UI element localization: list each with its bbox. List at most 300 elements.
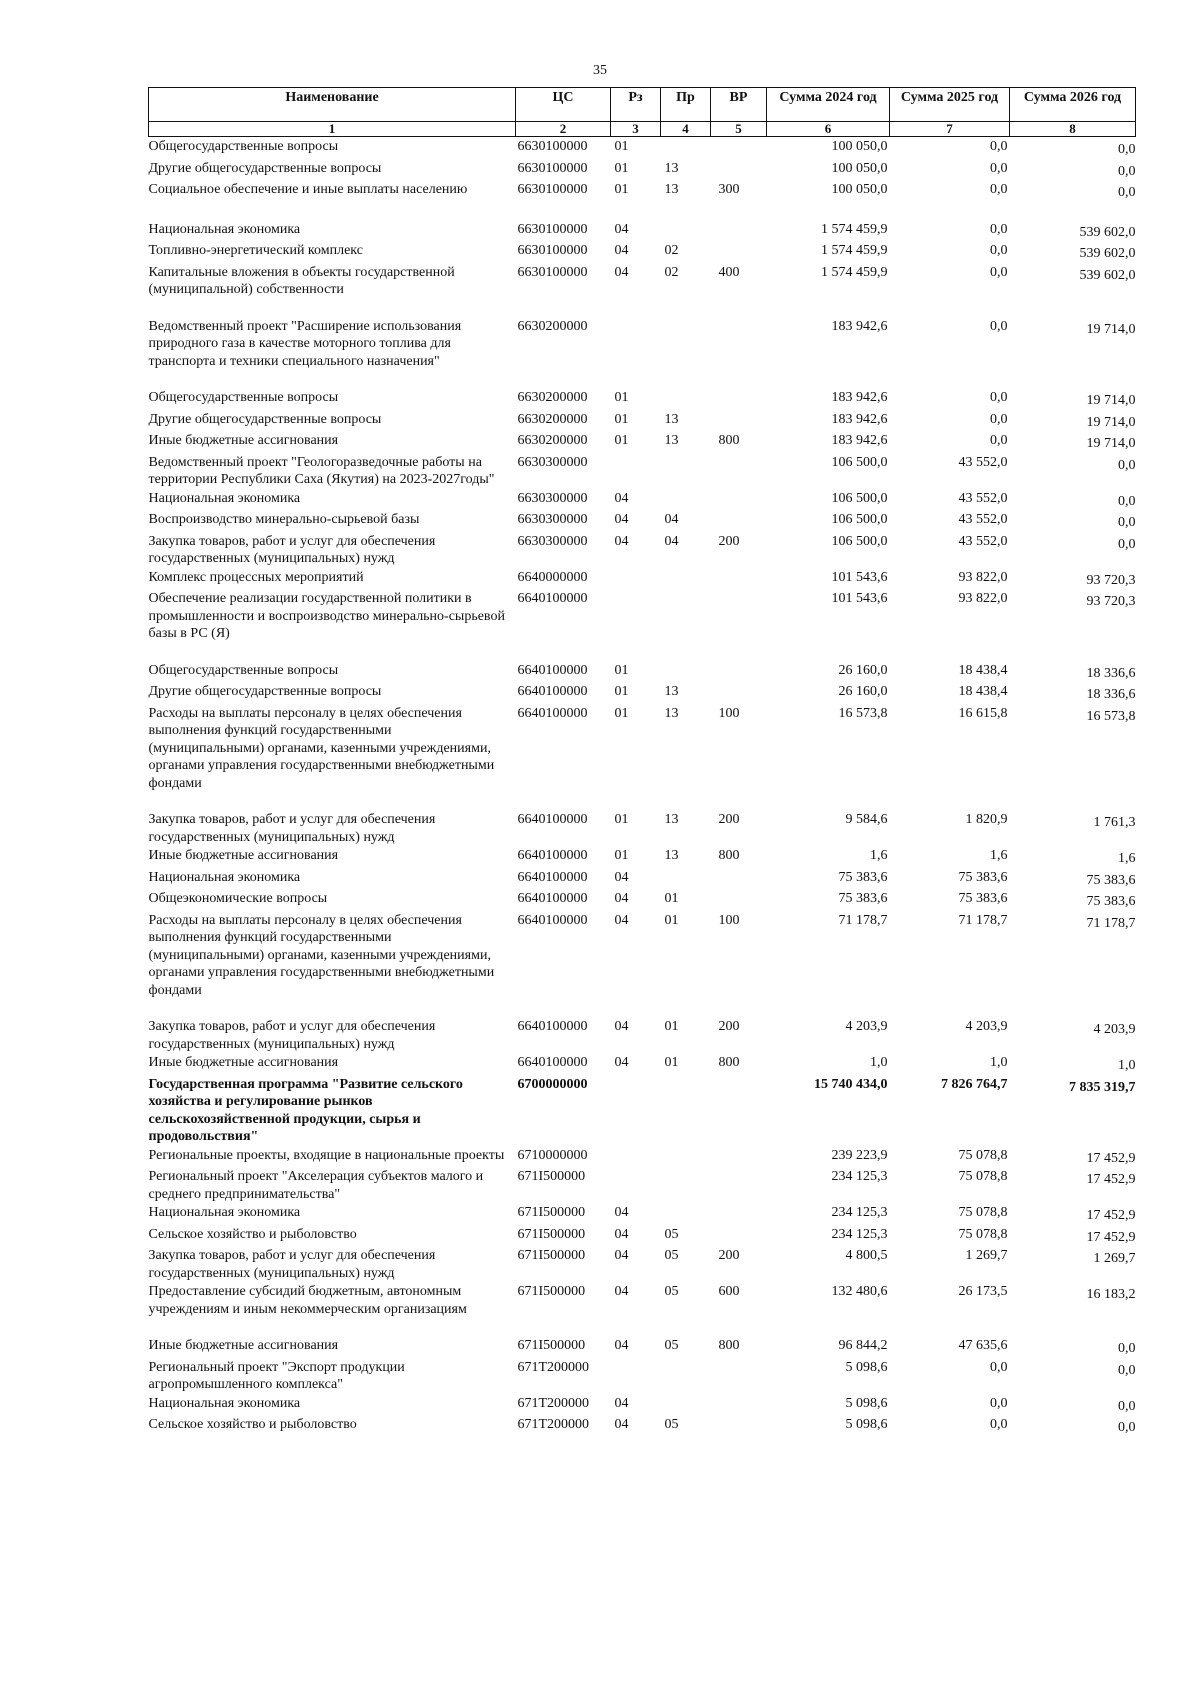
cell-name: Капитальные вложения в объекты государственной (муниципальной) собственности [148, 264, 455, 297]
cell-pr: 05 [664, 1338, 679, 1353]
cell-pr: 13 [664, 182, 679, 197]
table-row [149, 489, 1136, 511]
cell-s2026: 17 452,9 [1086, 1229, 1136, 1245]
cell-vr: 100 [718, 912, 740, 928]
cell-rz: 04 [614, 243, 629, 258]
table-row [149, 911, 1136, 1018]
cell-name: Закупка товаров, работ и услуг для обеспечения государственных (муниципальных) нужд [148, 1248, 436, 1281]
cell-cs: 6630200000 [517, 318, 588, 334]
table-row [149, 137, 1136, 159]
cell-s2026: 0,0 [1118, 1420, 1136, 1435]
cell-vr [711, 568, 767, 590]
cell-vr [711, 159, 767, 181]
cell-name: Государственная программа "Развитие сельского хозяйства и регулирование рынков сельскохозяйственной продукции, сырья и продовольствия" [148, 1076, 463, 1144]
cell-s2026: 0,0 [1118, 1362, 1136, 1378]
cell-s2026: 0,0 [1118, 457, 1136, 473]
table-row [149, 589, 1136, 661]
cell-pr [661, 1146, 711, 1168]
cell-vr [711, 1167, 767, 1203]
cell-name: Комплекс процессных мероприятий [148, 569, 364, 585]
cell-s2024: 132 480,6 [831, 1284, 888, 1299]
table-row [149, 1203, 1136, 1225]
cell-s2025: 18 438,4 [958, 662, 1008, 678]
cell-s2025: 0,0 [990, 1359, 1008, 1375]
table-row [149, 510, 1136, 532]
cell-s2026: 1,0 [1118, 1058, 1136, 1073]
cell-cs: 671I500000 [517, 1338, 586, 1353]
cell-s2024: 1 574 459,9 [821, 264, 888, 280]
cell-name: Сельское хозяйство и рыболовство [148, 1226, 357, 1242]
cell-s2026: 71 178,7 [1086, 915, 1136, 931]
cell-vr [711, 137, 767, 159]
cell-vr [711, 589, 767, 661]
cell-pr: 02 [664, 264, 679, 280]
cell-name: Другие общегосударственные вопросы [148, 684, 382, 699]
table-row [149, 317, 1136, 389]
cell-s2026: 18 336,6 [1086, 687, 1136, 702]
cell-rz: 04 [614, 912, 629, 928]
cell-cs: 671T200000 [517, 1359, 590, 1375]
cell-vr [711, 1075, 767, 1146]
cell-s2024: 75 383,6 [838, 891, 888, 906]
cell-s2025: 0,0 [990, 221, 1008, 237]
table-row [149, 868, 1136, 890]
cell-rz: 04 [614, 1338, 629, 1353]
table-body [149, 137, 1136, 1437]
column-number: 4 [661, 122, 711, 137]
header-pr: Пр [661, 88, 711, 122]
cell-s2024: 1,6 [870, 848, 888, 863]
cell-name: Общегосударственные вопросы [148, 662, 339, 678]
table-row [149, 263, 1136, 317]
cell-pr: 13 [664, 812, 679, 827]
table-row [149, 661, 1136, 683]
cell-cs: 6630100000 [517, 221, 588, 237]
table-row [149, 1075, 1136, 1146]
cell-s2024: 101 543,6 [831, 591, 888, 606]
cell-pr [661, 388, 711, 410]
cell-s2026: 75 383,6 [1086, 894, 1136, 909]
cell-s2025: 93 822,0 [958, 591, 1008, 606]
cell-cs: 6630200000 [517, 390, 588, 405]
cell-s2026: 17 452,9 [1086, 1150, 1136, 1166]
cell-s2026: 1,6 [1118, 851, 1136, 866]
cell-cs: 671I500000 [517, 1169, 586, 1184]
cell-vr [711, 682, 767, 704]
cell-s2026: 0,0 [1118, 1398, 1136, 1414]
page-number: 35 [593, 63, 607, 78]
cell-s2024: 183 942,6 [831, 433, 888, 448]
cell-name: Закупка товаров, работ и услуг для обеспечения государственных (муниципальных) нужд [148, 1019, 436, 1052]
cell-s2024: 5 098,6 [845, 1395, 888, 1411]
cell-pr [661, 868, 711, 890]
cell-s2025: 16 615,8 [958, 705, 1008, 721]
cell-cs: 6630200000 [517, 411, 588, 427]
cell-vr: 800 [718, 1338, 740, 1353]
cell-s2024: 239 223,9 [831, 1147, 888, 1163]
cell-s2024: 1,0 [870, 1055, 888, 1070]
cell-pr [661, 661, 711, 683]
cell-s2026: 0,0 [1118, 163, 1136, 179]
cell-cs: 6640100000 [517, 705, 588, 721]
cell-cs: 6630300000 [517, 512, 588, 527]
table-row [149, 1394, 1136, 1416]
header-sum-2024: Сумма 2024 год [767, 88, 890, 122]
cell-s2024: 15 740 434,0 [814, 1076, 888, 1092]
cell-pr [661, 220, 711, 242]
cell-name: Другие общегосударственные вопросы [148, 411, 382, 427]
cell-rz: 04 [614, 490, 629, 506]
table-row [149, 1017, 1136, 1053]
cell-name: Иные бюджетные ассигнования [148, 1338, 339, 1353]
cell-pr [661, 1167, 711, 1203]
cell-rz: 01 [614, 160, 629, 176]
cell-s2024: 71 178,7 [838, 912, 888, 928]
cell-s2024: 1 574 459,9 [821, 243, 888, 258]
cell-pr: 01 [664, 1055, 679, 1070]
cell-rz: 04 [614, 1417, 629, 1432]
cell-rz: 04 [614, 221, 629, 237]
cell-s2026: 19 714,0 [1086, 321, 1136, 337]
cell-s2026: 7 835 319,7 [1069, 1079, 1136, 1095]
cell-cs: 6630100000 [517, 182, 588, 197]
cell-cs: 6630300000 [517, 454, 588, 470]
cell-s2026: 19 714,0 [1086, 436, 1136, 451]
column-number-row [149, 122, 1136, 137]
cell-pr: 05 [664, 1417, 679, 1432]
cell-cs: 6640100000 [517, 684, 588, 699]
cell-s2024: 26 160,0 [838, 684, 888, 699]
cell-rz: 04 [614, 1284, 629, 1299]
cell-vr [711, 1394, 767, 1416]
cell-s2025: 0,0 [990, 243, 1008, 258]
cell-pr [661, 489, 711, 511]
cell-cs: 6640000000 [517, 569, 588, 585]
cell-pr: 01 [664, 1019, 679, 1034]
table-row [149, 1167, 1136, 1203]
cell-vr [711, 868, 767, 890]
cell-name: Расходы на выплаты персоналу в целях обеспечения выполнения функций государственными (муниципальными) органами, казенными учреждениями, органами управления государственными внебюджетными фондами [148, 705, 495, 791]
cell-vr [711, 220, 767, 242]
cell-s2024: 5 098,6 [845, 1417, 888, 1432]
cell-cs: 6640100000 [517, 891, 588, 906]
cell-s2025: 7 826 764,7 [941, 1076, 1008, 1092]
cell-vr [711, 489, 767, 511]
cell-cs: 671I500000 [517, 1284, 586, 1299]
cell-rz [611, 1167, 661, 1203]
table-row [149, 1358, 1136, 1394]
header-rz: Рз [611, 88, 661, 122]
cell-s2026: 1 761,3 [1093, 815, 1136, 830]
cell-s2024: 100 050,0 [831, 139, 888, 154]
cell-s2025: 0,0 [990, 160, 1008, 176]
cell-s2025: 0,0 [990, 411, 1008, 427]
cell-cs: 6640100000 [517, 1055, 588, 1070]
cell-rz: 01 [614, 848, 629, 863]
cell-vr [711, 241, 767, 263]
cell-vr [711, 388, 767, 410]
cell-s2024: 183 942,6 [831, 318, 888, 334]
cell-s2024: 106 500,0 [831, 533, 888, 549]
cell-s2026: 0,0 [1118, 1341, 1136, 1356]
cell-name: Ведомственный проект "Геологоразведочные работы на территории Республики Саха (Якутия) на 2023-2027годы" [148, 454, 495, 487]
cell-vr: 100 [718, 705, 740, 721]
cell-pr: 01 [664, 891, 679, 906]
cell-vr [711, 1415, 767, 1437]
table-row [149, 453, 1136, 489]
column-number: 8 [1010, 122, 1136, 137]
expenditure-table [148, 87, 1136, 1437]
cell-s2024: 183 942,6 [831, 411, 888, 427]
column-number: 1 [149, 122, 516, 137]
cell-cs: 6640100000 [517, 869, 588, 885]
cell-s2025: 0,0 [990, 318, 1008, 334]
cell-pr [661, 1358, 711, 1394]
cell-rz: 01 [614, 182, 629, 197]
cell-s2024: 106 500,0 [831, 454, 888, 470]
cell-name: Иные бюджетные ассигнования [148, 848, 339, 863]
cell-cs: 6630300000 [517, 533, 588, 549]
cell-rz: 01 [614, 705, 629, 721]
cell-s2024: 1 574 459,9 [821, 221, 888, 237]
cell-rz: 01 [614, 433, 629, 448]
cell-pr [661, 137, 711, 159]
cell-s2024: 234 125,3 [831, 1205, 888, 1220]
cell-name: Воспроизводство минерально-сырьевой базы [148, 512, 420, 527]
cell-cs: 6630100000 [517, 264, 588, 280]
cell-pr: 13 [664, 160, 679, 176]
cell-cs: 6640100000 [517, 848, 588, 863]
cell-name: Другие общегосударственные вопросы [148, 160, 382, 176]
cell-cs: 6640100000 [517, 812, 588, 827]
cell-s2024: 106 500,0 [831, 512, 888, 527]
table-row [149, 1053, 1136, 1075]
cell-name: Расходы на выплаты персоналу в целях обеспечения выполнения функций государственными (муниципальными) органами, казенными учреждениями, органами управления государственными внебюджетными фондами [148, 912, 495, 998]
cell-s2024: 96 844,2 [838, 1338, 888, 1353]
cell-pr: 04 [664, 533, 679, 549]
cell-s2026: 17 452,9 [1086, 1172, 1136, 1187]
cell-cs: 6630100000 [517, 139, 588, 154]
cell-name: Региональный проект "Экспорт продукции агропромышленного комплекса" [148, 1359, 405, 1392]
cell-s2026: 16 183,2 [1086, 1287, 1136, 1302]
cell-rz [611, 589, 661, 661]
cell-s2025: 0,0 [990, 433, 1008, 448]
cell-s2024: 9 584,6 [845, 812, 888, 827]
cell-cs: 6700000000 [517, 1076, 588, 1092]
table-row [149, 1282, 1136, 1336]
table-row [149, 159, 1136, 181]
cell-rz: 04 [614, 533, 629, 549]
cell-s2024: 234 125,3 [831, 1226, 888, 1242]
cell-pr: 05 [664, 1226, 679, 1242]
cell-s2026: 17 452,9 [1086, 1208, 1136, 1223]
cell-s2026: 0,0 [1118, 185, 1136, 200]
cell-s2025: 1,6 [990, 848, 1008, 863]
cell-pr [661, 568, 711, 590]
cell-rz: 01 [614, 139, 629, 154]
table-row [149, 431, 1136, 453]
cell-pr [661, 1075, 711, 1146]
cell-s2024: 106 500,0 [831, 490, 888, 506]
table-row [149, 1246, 1136, 1282]
cell-vr [711, 1203, 767, 1225]
cell-name: Социальное обеспечение и иные выплаты населению [148, 182, 468, 197]
cell-pr: 13 [664, 684, 679, 699]
cell-vr: 400 [718, 264, 740, 280]
cell-cs: 6640100000 [517, 1019, 588, 1034]
header-row [149, 88, 1136, 122]
cell-rz: 01 [614, 684, 629, 699]
cell-vr: 300 [718, 182, 740, 197]
cell-s2024: 4 800,5 [845, 1248, 888, 1263]
cell-pr: 13 [664, 411, 679, 427]
table-row [149, 410, 1136, 432]
cell-name: Ведомственный проект "Расширение использования природного газа в качестве моторного топлива для транспорта и техники специального назначения" [148, 318, 462, 369]
cell-s2025: 75 078,8 [958, 1205, 1008, 1220]
cell-rz [611, 1075, 661, 1146]
table-row [149, 682, 1136, 704]
table-row [149, 1415, 1136, 1437]
cell-rz: 04 [614, 1226, 629, 1242]
table-row [149, 1225, 1136, 1247]
cell-s2026: 16 573,8 [1086, 708, 1136, 724]
cell-rz [611, 568, 661, 590]
cell-pr [661, 1203, 711, 1225]
cell-s2025: 71 178,7 [958, 912, 1008, 928]
cell-rz: 01 [614, 390, 629, 405]
column-number: 7 [890, 122, 1010, 137]
header-name: Наименование [149, 88, 516, 122]
cell-rz: 01 [614, 812, 629, 827]
cell-s2026: 19 714,0 [1086, 414, 1136, 430]
cell-pr [661, 317, 711, 389]
cell-s2025: 0,0 [990, 182, 1008, 197]
cell-s2026: 75 383,6 [1086, 872, 1136, 888]
cell-s2026: 93 720,3 [1086, 572, 1136, 588]
cell-s2026: 539 602,0 [1079, 246, 1136, 261]
cell-s2025: 26 173,5 [958, 1284, 1008, 1299]
cell-s2024: 5 098,6 [845, 1359, 888, 1375]
cell-pr: 05 [664, 1248, 679, 1263]
cell-cs: 6640100000 [517, 912, 588, 928]
cell-vr: 800 [718, 433, 740, 448]
column-number: 5 [711, 122, 767, 137]
cell-vr: 600 [718, 1284, 740, 1299]
cell-rz: 04 [614, 891, 629, 906]
cell-vr: 200 [718, 812, 740, 827]
cell-cs: 6630200000 [517, 433, 588, 448]
cell-pr [661, 453, 711, 489]
table-row [149, 846, 1136, 868]
cell-rz: 04 [614, 1019, 629, 1034]
cell-cs: 6630100000 [517, 243, 588, 258]
cell-rz [611, 1358, 661, 1394]
cell-vr: 200 [718, 1248, 740, 1263]
cell-vr [711, 1225, 767, 1247]
cell-rz: 04 [614, 264, 629, 280]
cell-s2024: 183 942,6 [831, 390, 888, 405]
cell-s2024: 100 050,0 [831, 160, 888, 176]
table-row [149, 889, 1136, 911]
cell-s2025: 43 552,0 [958, 454, 1008, 470]
cell-cs: 6630100000 [517, 160, 588, 176]
cell-s2025: 1 269,7 [965, 1248, 1008, 1263]
cell-s2024: 234 125,3 [831, 1169, 888, 1184]
table-row [149, 810, 1136, 846]
cell-s2025: 0,0 [990, 1395, 1008, 1411]
cell-vr [711, 1358, 767, 1394]
cell-cs: 671T200000 [517, 1417, 590, 1432]
table-row [149, 1336, 1136, 1358]
cell-s2025: 75 078,8 [958, 1226, 1008, 1242]
cell-s2025: 18 438,4 [958, 684, 1008, 699]
cell-s2024: 16 573,8 [838, 705, 888, 721]
header-cs: ЦС [516, 88, 611, 122]
cell-name: Иные бюджетные ассигнования [148, 433, 339, 448]
cell-s2025: 43 552,0 [958, 490, 1008, 506]
cell-s2026: 0,0 [1118, 142, 1136, 157]
table-row [149, 220, 1136, 242]
cell-name: Национальная экономика [148, 490, 301, 506]
cell-vr: 200 [718, 1019, 740, 1034]
cell-name: Топливно-энергетический комплекс [148, 243, 363, 258]
cell-vr [711, 510, 767, 532]
cell-s2026: 0,0 [1118, 515, 1136, 530]
header-sum-2025: Сумма 2025 год [890, 88, 1010, 122]
cell-s2025: 0,0 [990, 390, 1008, 405]
cell-name: Региональные проекты, входящие в национальные проекты [148, 1147, 505, 1163]
cell-cs: 6640100000 [517, 591, 588, 606]
cell-name: Обеспечение реализации государственной политики в промышленности и воспроизводство минерально-сырьевой базы в РС (Я) [148, 591, 505, 641]
cell-vr [711, 317, 767, 389]
cell-name: Закупка товаров, работ и услуг для обеспечения государственных (муниципальных) нужд [148, 812, 436, 845]
cell-s2025: 47 635,6 [958, 1338, 1008, 1353]
cell-s2024: 101 543,6 [831, 569, 888, 585]
table-row [149, 180, 1136, 220]
column-number: 3 [611, 122, 661, 137]
cell-rz: 04 [614, 512, 629, 527]
cell-rz [611, 1146, 661, 1168]
cell-s2025: 0,0 [990, 139, 1008, 154]
table-row [149, 388, 1136, 410]
cell-pr: 01 [664, 912, 679, 928]
header-sum-2026: Сумма 2026 год [1010, 88, 1136, 122]
cell-s2026: 0,0 [1118, 493, 1136, 509]
cell-cs: 6640100000 [517, 662, 588, 678]
cell-rz: 04 [614, 1205, 629, 1220]
cell-rz [611, 317, 661, 389]
cell-name: Сельское хозяйство и рыболовство [148, 1417, 357, 1432]
cell-vr: 200 [718, 533, 740, 549]
table-row [149, 704, 1136, 811]
cell-name: Закупка товаров, работ и услуг для обеспечения государственных (муниципальных) нужд [148, 533, 436, 566]
cell-rz: 01 [614, 411, 629, 427]
cell-rz: 04 [614, 1055, 629, 1070]
cell-pr: 02 [664, 243, 679, 258]
cell-name: Иные бюджетные ассигнования [148, 1055, 339, 1070]
cell-s2026: 19 714,0 [1086, 393, 1136, 408]
cell-pr: 05 [664, 1284, 679, 1299]
cell-s2024: 4 203,9 [845, 1019, 888, 1034]
cell-vr: 800 [718, 1055, 740, 1070]
cell-s2026: 1 269,7 [1093, 1251, 1136, 1266]
cell-pr [661, 1394, 711, 1416]
cell-s2026: 18 336,6 [1086, 665, 1136, 681]
cell-s2025: 0,0 [990, 264, 1008, 280]
cell-name: Национальная экономика [148, 221, 301, 237]
budget-table [148, 87, 1135, 1437]
cell-s2026: 539 602,0 [1079, 224, 1136, 240]
